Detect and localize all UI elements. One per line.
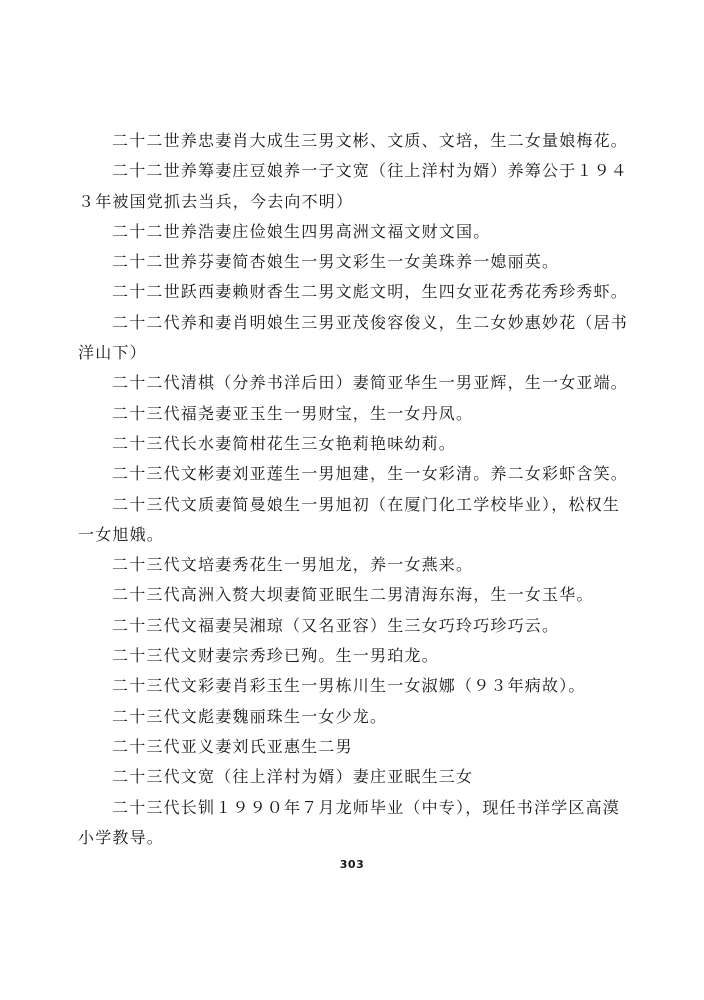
paragraph: 二十二代清棋（分养书洋后田）妻简亚华生一男亚辉，生一女亚端。 — [112, 373, 629, 393]
paragraph: 二十三代长水妻简柑花生三女艳莉艳味幼莉。 — [112, 433, 457, 453]
paragraph: 二十三代文彪妻魏丽珠生一女少龙。 — [112, 706, 388, 726]
paragraph: 二十三代长钏１９９０年７月龙师毕业（中专），现任书洋学区高漠小学教导。 — [78, 797, 621, 847]
paragraph: 二十二世养忠妻肖大成生三男文彬、文质、文培，生二女量娘梅花。 — [112, 131, 629, 150]
paragraph: 二十二世养浩妻庄俭娘生四男高洲文福文财文国。 — [112, 221, 491, 241]
paragraph: 二十三代文培妻秀花生一男旭龙，养一女燕来。 — [112, 555, 474, 575]
paragraph: 二十三代文福妻吴湘琼（又名亚容）生三女巧玲巧珍巧云。 — [112, 615, 560, 635]
paragraph: 二十三代高洲入赘大坝妻简亚眠生二男清海东海，生一女玉华。 — [112, 585, 594, 605]
page-number: 303 — [339, 858, 365, 871]
paragraph: 二十三代文彩妻肖彩玉生一男栋川生一女淑娜（９３年病故）。 — [112, 676, 586, 696]
paragraph: 二十二代养和妻肖明娘生三男亚茂俊容俊义，生二女妙惠妙花（居书洋山下） — [78, 312, 629, 363]
paragraph: 二十三代福尧妻亚玉生一男财宝，生一女丹凤。 — [112, 403, 474, 423]
paragraph: 二十三代亚义妻刘氏亚惠生二男 — [112, 736, 353, 756]
genealogy-text — [78, 126, 630, 853]
paragraph: 二十二世养芬妻简杏娘生一男文彩生一女美珠养一媳丽英。 — [112, 252, 560, 272]
paragraph: 二十三代文财妻宗秀珍已殉。生一男珀龙。 — [112, 646, 439, 666]
paragraph: 二十三代文质妻简曼娘生一男旭初（在厦门化工学校毕业），松权生一女旭娥。 — [78, 494, 621, 544]
paragraph: 二十三代文宽（往上洋村为婿）妻庄亚眠生三女 — [112, 767, 474, 787]
paragraph: 二十二世跃西妻赖财香生二男文彪文明，生四女亚花秀花秀珍秀虾。 — [112, 282, 629, 302]
paragraph: 二十二世养筹妻庄豆娘养一子文宽（往上洋村为婿）养筹公于１９４３年被国党抓去当兵，今去向不明） — [78, 161, 629, 211]
paragraph: 二十三代文彬妻刘亚莲生一男旭建，生一女彩清。养二女彩虾含笑。 — [112, 464, 629, 484]
